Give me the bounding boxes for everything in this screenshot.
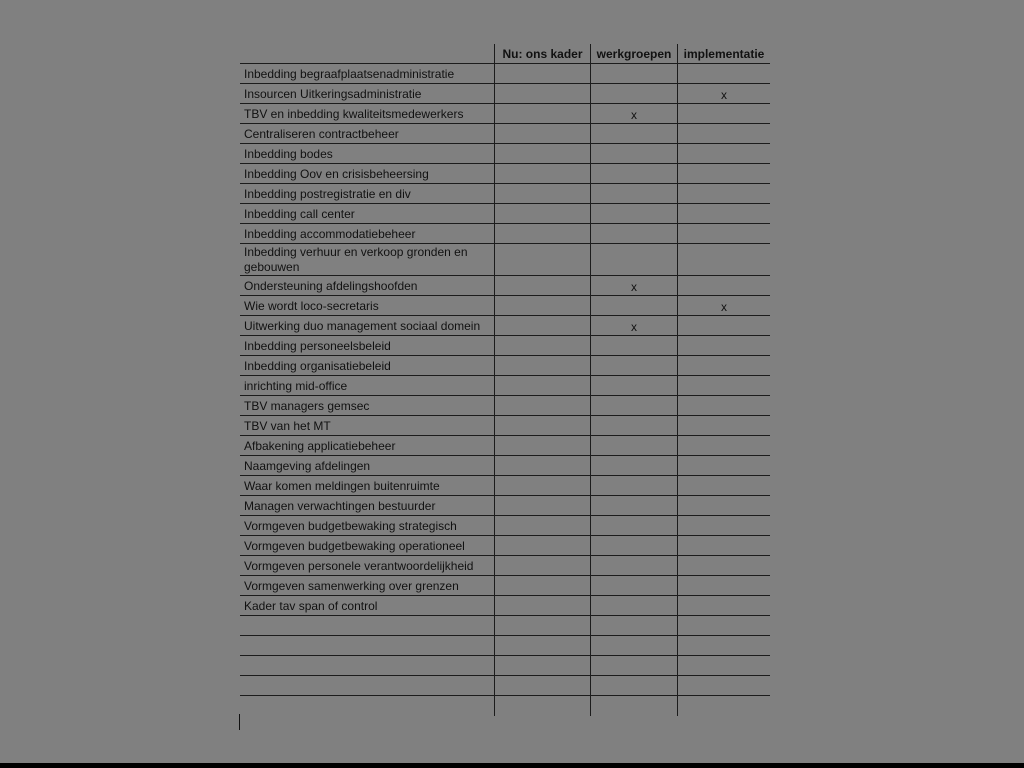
task-label[interactable]: Inbedding accommodatiebeheer [244,227,416,241]
cell-werkgroepen[interactable] [590,496,677,515]
text-cursor [239,714,240,730]
cell-implementatie[interactable]: x [677,84,770,103]
cell-implementatie[interactable] [677,184,770,203]
document-table [240,44,770,716]
table-row [240,244,770,276]
table-row [240,436,770,456]
cell-nu-ons-kader[interactable] [494,356,590,375]
task-label[interactable]: Vormgeven budgetbewaking strategisch [244,519,457,533]
task-label[interactable]: Uitwerking duo management sociaal domein [244,319,481,333]
cell-werkgroepen[interactable] [590,696,677,716]
cell-nu-ons-kader[interactable] [494,436,590,455]
cell-implementatie[interactable] [677,656,770,675]
table-row [240,336,770,356]
cell-implementatie[interactable] [677,376,770,395]
task-label[interactable]: Kader tav span of control [244,599,378,613]
cell-implementatie[interactable] [677,416,770,435]
cell-nu-ons-kader[interactable] [494,124,590,143]
table-row [240,104,770,124]
cell-implementatie[interactable] [677,496,770,515]
table-row [240,64,770,84]
cell-nu-ons-kader[interactable] [494,244,590,275]
task-label[interactable]: Inbedding call center [244,207,355,221]
table-row [240,124,770,144]
task-label[interactable]: Ondersteuning afdelingshoofden [244,279,418,293]
table-row [240,144,770,164]
cell-werkgroepen[interactable] [590,224,677,243]
table-row [240,276,770,296]
cell-implementatie[interactable] [677,204,770,223]
cell-werkgroepen[interactable] [590,476,677,495]
table-row [240,696,770,716]
task-label[interactable]: TBV managers gemsec [244,399,370,413]
cell-nu-ons-kader[interactable] [494,496,590,515]
task-label[interactable]: Inbedding bodes [244,147,333,161]
cell-werkgroepen[interactable] [590,396,677,415]
cell-werkgroepen[interactable]: x [590,276,677,295]
cell-werkgroepen[interactable] [590,84,677,103]
cell-werkgroepen[interactable] [590,356,677,375]
task-label[interactable]: Vormgeven personele verantwoordelijkheid [244,559,474,573]
cell-nu-ons-kader[interactable] [494,376,590,395]
cell-nu-ons-kader[interactable] [494,536,590,555]
table-row [240,416,770,436]
cell-nu-ons-kader[interactable] [494,204,590,223]
cell-implementatie[interactable] [677,616,770,635]
cell-implementatie[interactable] [677,456,770,475]
table-row [240,476,770,496]
cell-nu-ons-kader[interactable] [494,396,590,415]
cell-nu-ons-kader[interactable] [494,164,590,183]
task-label[interactable] [240,656,494,675]
cell-nu-ons-kader[interactable] [494,476,590,495]
task-label[interactable]: Vormgeven budgetbewaking operationeel [244,539,465,553]
cell-werkgroepen[interactable] [590,144,677,163]
cell-nu-ons-kader[interactable] [494,576,590,595]
cell-implementatie[interactable] [677,276,770,295]
cell-nu-ons-kader[interactable] [494,676,590,695]
task-label[interactable]: Inbedding verhuur en verkoop gronden en gebouwen [244,245,468,274]
cell-nu-ons-kader[interactable] [494,696,590,716]
cell-werkgroepen[interactable] [590,536,677,555]
table-row [240,376,770,396]
cell-nu-ons-kader[interactable] [494,184,590,203]
table-row [240,84,770,104]
cell-nu-ons-kader[interactable] [494,84,590,103]
cell-implementatie[interactable] [677,224,770,243]
cell-nu-ons-kader[interactable] [494,616,590,635]
cell-werkgroepen[interactable] [590,656,677,675]
cell-implementatie[interactable] [677,356,770,375]
task-label[interactable]: Inbedding organisatiebeleid [244,359,391,373]
task-label[interactable]: Afbakening applicatiebeheer [244,439,396,453]
table-row [240,596,770,616]
table-row [240,676,770,696]
cell-nu-ons-kader[interactable] [494,416,590,435]
cell-nu-ons-kader[interactable] [494,144,590,163]
cell-implementatie[interactable] [677,676,770,695]
cell-werkgroepen[interactable]: x [590,104,677,123]
cell-werkgroepen[interactable] [590,244,677,275]
cell-werkgroepen[interactable] [590,204,677,223]
cell-implementatie[interactable] [677,164,770,183]
task-label[interactable]: Vormgeven samenwerking over grenzen [244,579,459,593]
cell-nu-ons-kader[interactable] [494,516,590,535]
cell-nu-ons-kader[interactable] [494,596,590,615]
cell-nu-ons-kader[interactable] [494,276,590,295]
table-row [240,496,770,516]
table-row [240,536,770,556]
task-label[interactable]: Wie wordt loco-secretaris [244,299,379,313]
cell-implementatie[interactable] [677,64,770,83]
cell-nu-ons-kader[interactable] [494,224,590,243]
table-row [240,164,770,184]
task-label[interactable]: Centraliseren contractbeheer [244,127,399,141]
cell-implementatie[interactable] [677,436,770,455]
cell-werkgroepen[interactable] [590,296,677,315]
table-row [240,516,770,536]
table-row [240,616,770,636]
cell-werkgroepen[interactable] [590,164,677,183]
cell-werkgroepen[interactable] [590,636,677,655]
task-label[interactable]: TBV en inbedding kwaliteitsmedewerkers [244,107,464,121]
cell-implementatie[interactable] [677,556,770,575]
task-label[interactable]: Inbedding begraafplaatsenadministratie [244,67,455,81]
cell-nu-ons-kader[interactable] [494,104,590,123]
table-row [240,396,770,416]
task-label[interactable]: Inbedding personeelsbeleid [244,339,391,353]
cell-werkgroepen[interactable] [590,124,677,143]
cell-werkgroepen[interactable] [590,376,677,395]
table-row [240,556,770,576]
cell-implementatie[interactable] [677,696,770,716]
cell-werkgroepen[interactable] [590,64,677,83]
table-row [240,184,770,204]
bottom-bar [0,763,1024,768]
table-row [240,636,770,656]
cell-implementatie[interactable] [677,516,770,535]
table-row [240,316,770,336]
task-label[interactable]: TBV van het MT [244,419,331,433]
cell-implementatie[interactable] [677,396,770,415]
cell-nu-ons-kader[interactable] [494,64,590,83]
cell-werkgroepen[interactable] [590,676,677,695]
header-cell-implementatie: implementatie [677,44,770,63]
cell-nu-ons-kader[interactable] [494,656,590,675]
cell-nu-ons-kader[interactable] [494,636,590,655]
cell-implementatie[interactable] [677,476,770,495]
cell-implementatie[interactable] [677,104,770,123]
cell-nu-ons-kader[interactable] [494,316,590,335]
cell-implementatie[interactable] [677,124,770,143]
task-label[interactable]: Inbedding Oov en crisisbeheersing [244,167,429,181]
header-cell-task [240,44,494,63]
cell-werkgroepen[interactable] [590,336,677,355]
table-row [240,656,770,676]
cell-nu-ons-kader[interactable] [494,456,590,475]
cell-werkgroepen[interactable] [590,576,677,595]
cell-werkgroepen[interactable] [590,556,677,575]
header-cell-nu-ons-kader: Nu: ons kader [494,44,590,63]
cell-implementatie[interactable] [677,596,770,615]
cell-werkgroepen[interactable] [590,416,677,435]
task-label[interactable]: Insourcen Uitkeringsadministratie [244,87,422,101]
cell-werkgroepen[interactable] [590,456,677,475]
cell-werkgroepen[interactable] [590,516,677,535]
task-label[interactable] [240,636,494,655]
cell-nu-ons-kader[interactable] [494,296,590,315]
table-row [240,576,770,596]
cell-werkgroepen[interactable] [590,596,677,615]
cell-implementatie[interactable]: x [677,296,770,315]
cell-nu-ons-kader[interactable] [494,556,590,575]
cell-werkgroepen[interactable] [590,184,677,203]
table-row [240,204,770,224]
table-row [240,456,770,476]
cell-implementatie[interactable] [677,536,770,555]
cell-implementatie[interactable] [677,636,770,655]
cell-implementatie[interactable] [677,576,770,595]
task-label[interactable]: inrichting mid-office [244,379,348,393]
task-label[interactable] [240,616,494,635]
table-row [240,296,770,316]
task-label[interactable] [240,696,494,716]
table-row [240,224,770,244]
cell-implementatie[interactable] [677,244,770,275]
header-cell-werkgroepen: werkgroepen [590,44,677,63]
cell-werkgroepen[interactable] [590,616,677,635]
cell-implementatie[interactable] [677,316,770,335]
table-row [240,356,770,376]
task-label[interactable]: Waar komen meldingen buitenruimte [244,479,440,493]
task-label[interactable]: Naamgeving afdelingen [244,459,371,473]
cell-nu-ons-kader[interactable] [494,336,590,355]
cell-werkgroepen[interactable]: x [590,316,677,335]
cell-werkgroepen[interactable] [590,436,677,455]
cell-implementatie[interactable] [677,144,770,163]
task-label[interactable]: Managen verwachtingen bestuurder [244,499,436,513]
task-label[interactable]: Inbedding postregistratie en div [244,187,411,201]
table-header-row [240,44,770,64]
cell-implementatie[interactable] [677,336,770,355]
task-label[interactable] [240,676,494,695]
